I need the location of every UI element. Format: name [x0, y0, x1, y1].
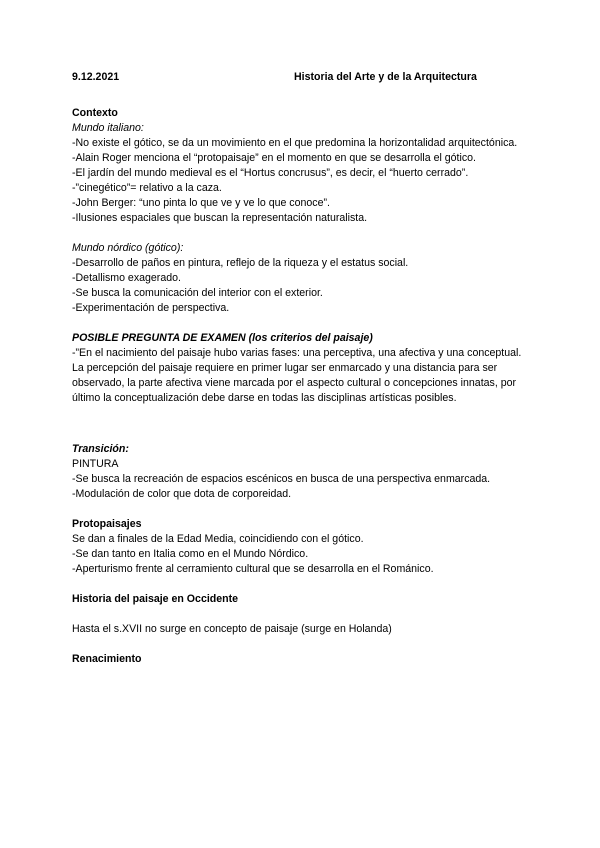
paragraph-line: -Detallismo exagerado.	[72, 272, 181, 284]
subheading-mundo-italiano: Mundo italiano:	[72, 122, 144, 134]
paragraph-line: -El jardín del mundo medieval es el “Hortus concrusus”, es decir, el “huerto cerrado”.	[72, 167, 469, 179]
document-header	[72, 70, 532, 85]
paragraph-line: -Experimentación de perspectiva.	[72, 302, 230, 314]
section-heading-protopaisajes: Protopaisajes	[72, 518, 142, 530]
section-heading-renacimiento: Renacimiento	[72, 653, 142, 665]
paragraph-line: -Se busca la comunicación del interior con el exterior.	[72, 287, 323, 299]
exam-question-paragraph: -”En el nacimiento del paisaje hubo varias fases: una perceptiva, una afectiva y una conceptual. La percepción del paisaje requiere en primer lugar ser enmarcado y una distancia para ser observado, la parte afectiva viene marcada por el aspecto cultural o concepciones innatas, por último la conceptualización debe darse en todas las disciplinas artísticas posibles.	[72, 347, 522, 404]
section-heading-posible-pregunta: POSIBLE PREGUNTA DE EXAMEN (los criterios del paisaje)	[72, 332, 373, 344]
paragraph-line: -Se busca la recreación de espacios escénicos en busca de una perspectiva enmarcada.	[72, 473, 491, 485]
paragraph-line: -Ilusiones espaciales que buscan la representación naturalista.	[72, 212, 368, 224]
paragraph-line: -John Berger: “uno pinta lo que ve y ve lo que conoce”.	[72, 197, 330, 209]
section-heading-contexto: Contexto	[72, 107, 118, 119]
paragraph-line: Se dan a finales de la Edad Media, coincidiendo con el gótico.	[72, 533, 364, 545]
paragraph-line: -No existe el gótico, se da un movimiento en el que predomina la horizontalidad arquitectónica.	[72, 137, 518, 149]
header-date: 9.12.2021	[72, 71, 120, 83]
header-course-title: Historia del Arte y de la Arquitectura	[294, 71, 477, 83]
paragraph-line: Hasta el s.XVII no surge en concepto de paisaje (surge en Holanda)	[72, 623, 392, 635]
paragraph-line: -”cinegético”= relativo a la caza.	[72, 182, 222, 194]
section-heading-transicion: Transición:	[72, 443, 129, 455]
paragraph-line: -Se dan tanto en Italia como en el Mundo Nórdico.	[72, 548, 309, 560]
section-heading-historia-paisaje: Historia del paisaje en Occidente	[72, 593, 239, 605]
paragraph-line: -Desarrollo de paños en pintura, reflejo de la riqueza y el estatus social.	[72, 257, 409, 269]
subheading-mundo-nordico: Mundo nórdico (gótico):	[72, 242, 184, 254]
document-page	[72, 70, 532, 667]
paragraph-line: -Aperturismo frente al cerramiento cultural que se desarrolla en el Románico.	[72, 563, 434, 575]
subheading-pintura: PINTURA	[72, 458, 119, 470]
paragraph-line: -Modulación de color que dota de corporeidad.	[72, 488, 292, 500]
paragraph-line: -Alain Roger menciona el “protopaisaje” en el momento en que se desarrolla el gótico.	[72, 152, 476, 164]
